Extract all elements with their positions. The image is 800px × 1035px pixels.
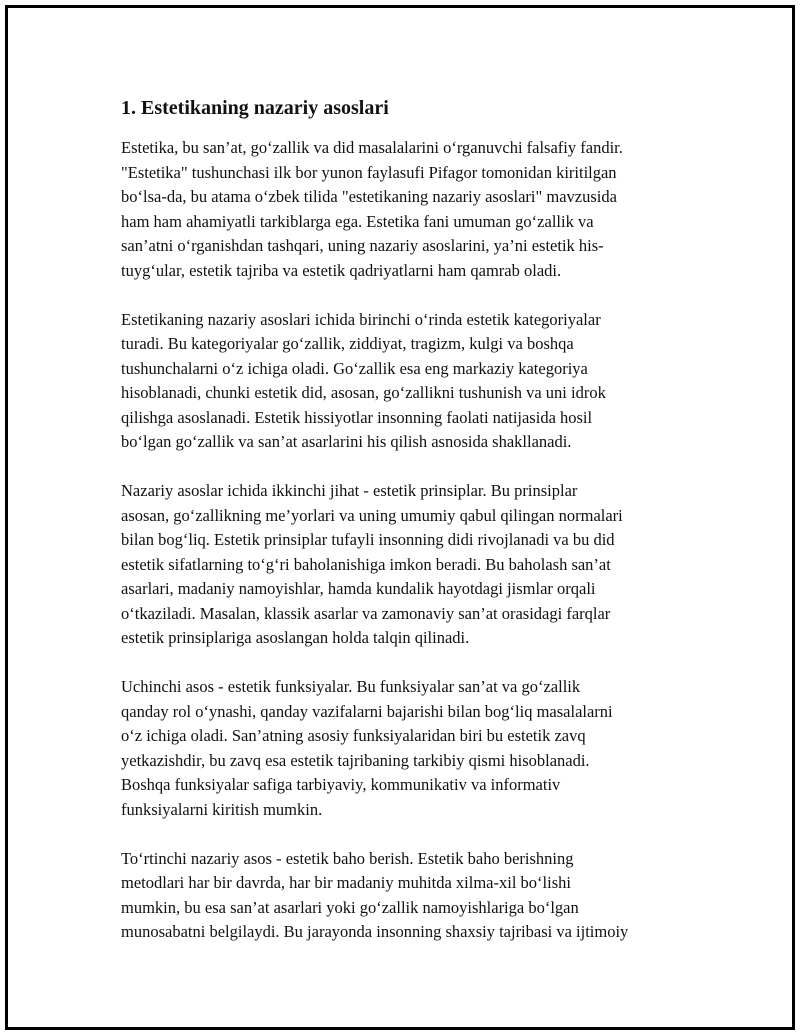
- text-line: munosabatni belgilaydi. Bu jarayonda insonning shaxsiy tajribasi va ijtimoiy: [121, 922, 629, 941]
- text-line: o‘tkaziladi. Masalan, klassik asarlar va zamonaviy san’at orasidagi farqlar: [121, 603, 611, 623]
- text-line: bilan bog‘liq. Estetik prinsiplar tufayli insonning didi rivojlanadi va bu did: [121, 530, 615, 549]
- document-page: [5, 5, 795, 1030]
- text-line: ham ham ahamiyatli tarkiblarga ega. Estetika fani umuman go‘zallik va: [121, 211, 594, 231]
- text-line: Estetika, bu san’at, go‘zallik va did masalalarini o‘rganuvchi falsafiy fandir.: [121, 138, 623, 157]
- text-line: Uchinchi asos - estetik funksiyalar. Bu funksiyalar san’at va go‘zallik: [121, 677, 581, 696]
- text-line: asosan, go‘zallikning me’yorlari va uning umumiy qabul qilingan normalari: [121, 505, 623, 525]
- text-line: estetik sifatlarning to‘g‘ri baholanishiga imkon beradi. Bu baholash san’at: [121, 554, 611, 574]
- paragraph: [121, 847, 696, 945]
- text-line: qanday rol o‘ynashi, qanday vazifalarni bajarishi bilan bog‘liq masalalarni: [121, 701, 613, 721]
- paragraph: [121, 675, 696, 822]
- text-line: san’atni o‘rganishdan tashqari, uning nazariy asoslarini, ya’ni estetik his-: [121, 236, 604, 255]
- text-line: yetkazishdir, bu zavq esa estetik tajribaning tarkibiy qismi hisoblanadi.: [121, 750, 590, 770]
- text-line: funksiyalarni kiritish mumkin.: [121, 799, 323, 819]
- paragraph-list: [121, 136, 696, 945]
- text-line: "Estetika" tushunchasi ilk bor yunon faylasufi Pifagor tomonidan kiritilgan: [121, 162, 617, 182]
- text-line: turadi. Bu kategoriyalar go‘zallik, ziddiyat, tragizm, kulgi va boshqa: [121, 334, 574, 353]
- text-line: o‘z ichiga oladi. San’atning asosiy funksiyalaridan biri bu estetik zavq: [121, 726, 586, 745]
- text-line: bo‘lsa-da, bu atama o‘zbek tilida "estetikaning nazariy asoslari" mavzusida: [121, 187, 617, 206]
- text-line: mumkin, bu esa san’at asarlari yoki go‘zallik namoyishlariga bo‘lgan: [121, 897, 579, 917]
- text-line: hisoblanadi, chunki estetik did, asosan, go‘zallikni tushunish va uni idrok: [121, 383, 606, 402]
- text-line: Nazariy asoslar ichida ikkinchi jihat - estetik prinsiplar. Bu prinsiplar: [121, 481, 578, 500]
- paragraph: [121, 136, 696, 283]
- text-line: estetik prinsiplariga asoslangan holda talqin qilinadi.: [121, 628, 470, 647]
- text-line: asarlari, madaniy namoyishlar, hamda kundalik hayotdagi jismlar orqali: [121, 579, 596, 598]
- paragraph: [121, 479, 696, 651]
- section-heading: 1. Estetikaning nazariy asoslari: [121, 97, 389, 119]
- text-line: tushunchalarni o‘z ichiga oladi. Go‘zallik esa eng markaziy kategoriya: [121, 358, 588, 378]
- text-line: bo‘lgan go‘zallik va san’at asarlarini his qilish asnosida shakllanadi.: [121, 432, 572, 451]
- paragraph: [121, 308, 696, 455]
- text-line: tuyg‘ular, estetik tajriba va estetik qadriyatlarni ham qamrab oladi.: [121, 260, 562, 280]
- text-line: Boshqa funksiyalar safiga tarbiyaviy, kommunikativ va informativ: [121, 775, 561, 794]
- text-line: metodlari har bir davrda, har bir madaniy muhitda xilma-xil bo‘lishi: [121, 873, 571, 892]
- text-line: Estetikaning nazariy asoslari ichida birinchi o‘rinda estetik kategoriyalar: [121, 309, 601, 329]
- text-line: To‘rtinchi nazariy asos - estetik baho berish. Estetik baho berishning: [121, 848, 574, 868]
- text-line: qilishga asoslanadi. Estetik hissiyotlar insonning faolati natijasida hosil: [121, 407, 593, 427]
- document-body: [121, 94, 696, 969]
